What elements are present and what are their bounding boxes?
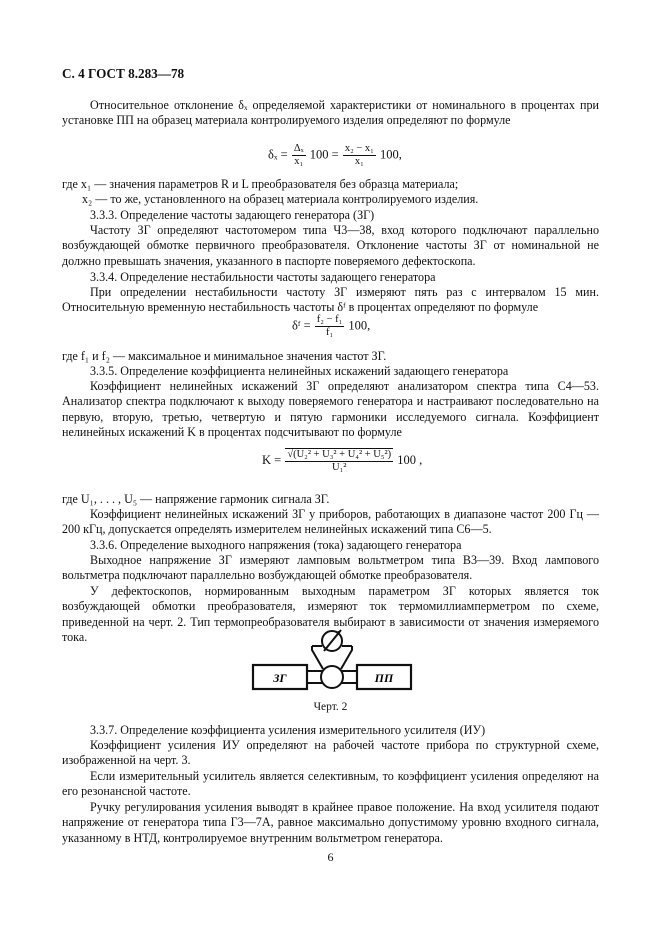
section-3-3-3-text: Частоту ЗГ определяют частотомером типа Ч3—38, вход которого подключают параллельно возбуждающей обмотке первичного преобразователя. Отклонение частоты ЗГ от номинальной не должно превышать значения, указанного в паспорте поверяемого дефектоскопа. (62, 223, 599, 268)
fraction-1-denominator: x₁ (294, 156, 304, 167)
definition-x1: где x₁ — значения параметров R и L преобразователя без образца материала; (62, 177, 459, 191)
fraction-2-numerator: x₂ − x₁ (344, 143, 374, 154)
formula-lhs: K = (262, 452, 282, 467)
section-3-3-3-title: 3.3.3. Определение частоты задающего генератора (ЗГ) (90, 208, 375, 222)
section-3-3-4-title: 3.3.4. Определение нестабильности частоты задающего генератора (90, 270, 436, 284)
section-3-3-5-title: 3.3.5. Определение коэффициента нелинейных искажений задающего генератора (90, 364, 509, 378)
fraction-2-denominator: x₁ (354, 156, 364, 167)
meter-lead-left (312, 646, 323, 669)
fraction-distortion-denominator: U₁² (332, 462, 347, 473)
section-3-3-7-text-1: Коэффициент усиления ИУ определяют на рабочей частоте прибора по структурной схеме, изображенной на черт. 3. (62, 738, 599, 768)
formula-tail: 100, (348, 318, 371, 333)
definition-x2: x₂ — то же, установленного на образец материала контролируемого изделия. (82, 192, 479, 206)
formula-tail: 100 , (397, 452, 423, 467)
fraction-1-numerator: Δₓ (293, 143, 304, 154)
section-3-3-6-text-2: У дефектоскопов, нормированным выходным параметром ЗГ которых является ток возбуждающей обмотки преобразователя, измеряют ток термомиллиамперметром по схеме, приведенной на черт. 2. Тип термопреобразователя выбирают в зависимости от значения измеряемого тока. (62, 584, 599, 645)
paragraph-deviation: Относительное отклонение δₓ определяемой характеристики от номинального в процентах при установке ПП на образец материала контролируемого изделия определяют по формуле (62, 98, 599, 128)
section-3-3-6-text-1: Выходное напряжение ЗГ измеряют ламповым вольтметром типа В3—39. Вход лампового вольтметра подключают параллельно возбуждающей обмотке преобразователя. (62, 553, 599, 583)
formula-lhs: δᶠ = (292, 318, 311, 333)
section-3-3-7-title: 3.3.7. Определение коэффициента усиления измерительного усилителя (ИУ) (90, 723, 486, 737)
section-3-3-6-title: 3.3.6. Определение выходного напряжения (тока) задающего генератора (90, 538, 462, 552)
fraction-distortion-numerator: √(U₂² + U₃² + U₄² + U₅²) (287, 449, 392, 460)
page-header: С. 4 ГОСТ 8.283—78 (62, 66, 185, 81)
transducer-box-label: ПП (374, 671, 394, 685)
section-3-3-7-text-2: Если измерительный усилитель является селективным, то коэффициент усиления определяют на его резонансной частоте. (62, 769, 599, 799)
definition-f: где f₁ и f₂ — максимальное и минимальное значения частот ЗГ. (62, 349, 387, 363)
fraction-freq-numerator: f₂ − f₁ (316, 314, 343, 325)
definition-u: где U₁, . . . , U₅ — напряжение гармоник сигнала ЗГ. (62, 492, 330, 506)
page-number: 6 (327, 850, 334, 864)
section-3-3-4-text: При определении нестабильности частоту ЗГ измеряют пять раз с интервалом 15 мин. Относительную временную нестабильность частоты δᶠ в процентах определяют по формуле (62, 285, 599, 315)
fraction-freq-denominator: f₁ (325, 327, 334, 338)
formula-mid: 100 = (309, 147, 339, 162)
section-3-3-7-text-3: Ручку регулирования усиления выводят в крайнее правое положение. На вход усилителя подают напряжение от генератора типа Г3—7А, равное максимально допустимому уровню входного сигнала, указанному в НТД, контролируемое внутренним вольтметром генератора. (62, 800, 599, 845)
meter-lead-right (341, 646, 352, 669)
diagram-caption: Черт. 2 (313, 701, 348, 713)
thermo-converter-icon (321, 666, 343, 688)
formula-lhs: δₓ = (268, 147, 288, 162)
generator-box-label: ЗГ (273, 671, 287, 685)
formula-tail: 100, (379, 147, 402, 162)
section-3-3-5-note: Коэффициент нелинейных искажений ЗГ у приборов, работающих в диапазоне частот 200 Гц — 200 кГц, допускается определять измерителем нелинейных искажений типа С6—5. (62, 507, 599, 537)
section-3-3-5-text: Коэффициент нелинейных искажений ЗГ определяют анализатором спектра типа С4—53. Анализатор спектра подключают к выходу поверяемого генератора и настраивают последовательно на первую, вторую, третью, четвертую и пятую гармоники исследуемого сигнала. Коэффициент нелинейных искажений K в процентах подсчитывают по формуле (62, 379, 599, 440)
